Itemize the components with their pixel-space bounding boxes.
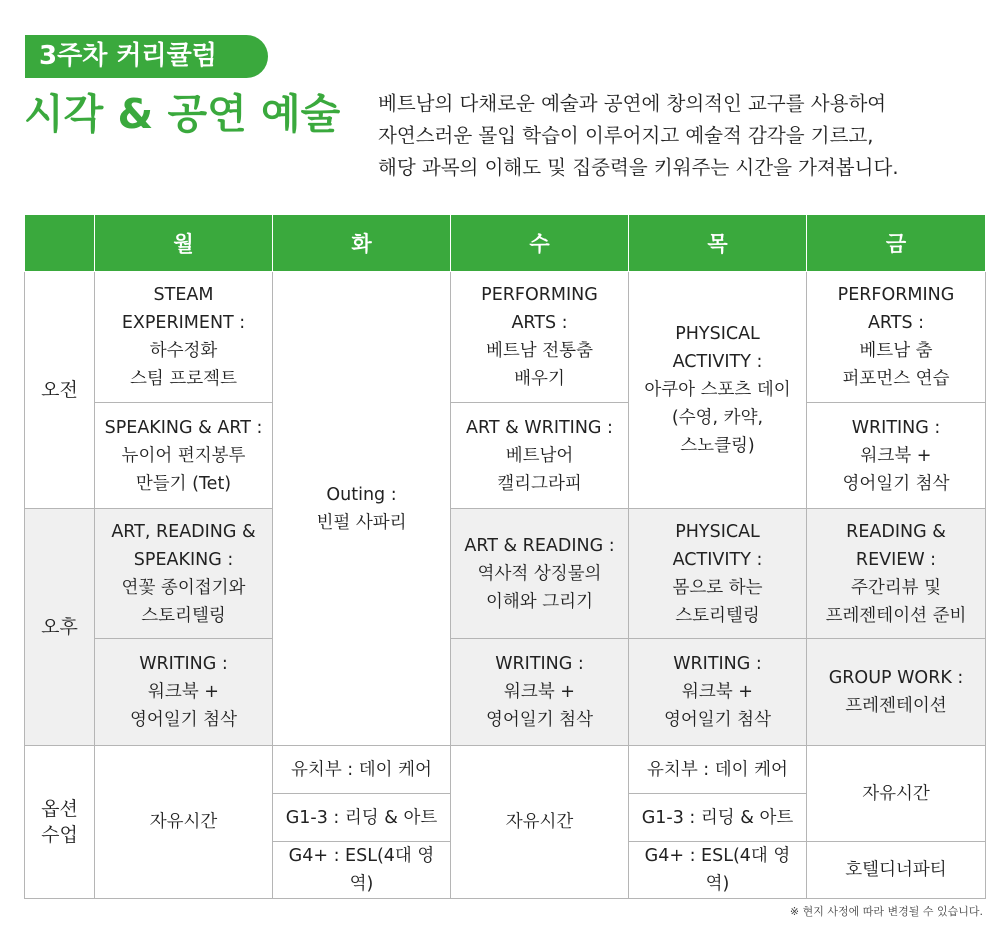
cell-line: 스노클링) xyxy=(680,436,755,456)
time-label-morning: 오전 xyxy=(25,272,95,509)
optional-cell: 호텔디너파티 xyxy=(807,842,986,899)
cell-line: 스팀 프로젝트 xyxy=(130,369,237,389)
cell-line: WRITING : xyxy=(673,654,762,674)
cell-line: SPEAKING : xyxy=(133,549,234,570)
cell-line: GROUP WORK : xyxy=(828,668,964,688)
day-header-wed: 수 xyxy=(451,215,629,272)
table-row xyxy=(25,509,986,639)
cell-line: 캘리그라피 xyxy=(497,473,582,494)
cell-line: READING & xyxy=(846,521,946,542)
cell-line: PHYSICAL xyxy=(675,521,760,542)
intro-line: 자연스러운 몰입 학습이 이루어지고 예술적 감각을 기르고, xyxy=(378,124,874,147)
header-corner xyxy=(25,215,95,272)
cell-line: 스토리텔링 xyxy=(675,605,760,626)
cell-line: 워크북 + xyxy=(504,682,575,702)
cell-line: ART & WRITING : xyxy=(466,417,613,438)
cell-line: WRITING : xyxy=(495,654,584,674)
optional-cell: 유치부 : 데이 케어 xyxy=(629,746,807,794)
schedule-cell xyxy=(451,509,629,639)
cell-line: 뉴이어 편지봉투 xyxy=(121,445,246,466)
cell-line: 아쿠아 스포츠 데이 xyxy=(644,380,791,400)
schedule-cell xyxy=(451,272,629,403)
cell-line: 프레젠테이션 xyxy=(845,696,947,716)
schedule-cell xyxy=(807,272,986,403)
table-row xyxy=(25,403,986,509)
cell-line: 스토리텔링 xyxy=(141,605,226,626)
optional-cell: G4+ : ESL(4대 영역) xyxy=(273,842,451,899)
cell-line: 베트남 전통춤 xyxy=(486,341,593,361)
cell-line: 영어일기 첨삭 xyxy=(842,473,950,494)
schedule-cell xyxy=(629,509,807,639)
cell-line: 몸으로 하는 xyxy=(672,577,763,598)
optional-cell: 유치부 : 데이 케어 xyxy=(273,746,451,794)
schedule-cell xyxy=(629,639,807,746)
cell-line: ARTS : xyxy=(511,313,568,333)
day-header-tue: 화 xyxy=(273,215,451,272)
optional-cell: G1-3 : 리딩 & 아트 xyxy=(629,794,807,842)
schedule-cell xyxy=(95,639,273,746)
cell-line: 베트남 춤 xyxy=(859,341,933,361)
cell-line: 영어일기 첨삭 xyxy=(664,710,771,730)
cell-line: 워크북 + xyxy=(860,445,932,466)
optional-cell: 자유시간 xyxy=(451,746,629,899)
day-header-fri: 금 xyxy=(807,215,986,272)
cell-line: 배우기 xyxy=(514,369,565,389)
schedule-cell xyxy=(807,403,986,509)
schedule-cell xyxy=(807,509,986,639)
optional-cell: 자유시간 xyxy=(807,746,986,842)
cell-line: 주간리뷰 및 xyxy=(850,577,942,598)
table-row xyxy=(25,272,986,403)
cell-line: REVIEW : xyxy=(855,549,937,570)
cell-line: PERFORMING xyxy=(837,285,955,305)
cell-line: Outing : xyxy=(326,484,397,505)
cell-line: 워크북 + xyxy=(148,682,219,702)
time-label-optional: 옵션 수업 xyxy=(25,746,95,899)
cell-line: ART, READING & xyxy=(111,521,256,542)
optional-cell: G4+ : ESL(4대 영역) xyxy=(629,842,807,899)
day-header-mon: 월 xyxy=(95,215,273,272)
week-badge: 3주차 커리큘럼 xyxy=(25,35,268,78)
table-row xyxy=(25,639,986,746)
schedule-cell xyxy=(95,272,273,403)
cell-line: 영어일기 첨삭 xyxy=(486,710,593,730)
optional-cell: G1-3 : 리딩 & 아트 xyxy=(273,794,451,842)
schedule-table xyxy=(24,214,986,899)
cell-line: 베트남어 xyxy=(505,445,574,466)
cell-line: 워크북 + xyxy=(682,682,753,702)
cell-line: 퍼포먼스 연습 xyxy=(842,369,950,389)
page-title: 시각 & 공연 예술 xyxy=(24,90,341,138)
intro-line: 베트남의 다채로운 예술과 공연에 창의적인 교구를 사용하여 xyxy=(378,92,887,115)
cell-line: 빈펄 사파리 xyxy=(316,512,407,533)
intro-line: 해당 과목의 이해도 및 집중력을 키워주는 시간을 가져봅니다. xyxy=(378,156,899,179)
cell-line: ARTS : xyxy=(867,313,925,333)
schedule-cell xyxy=(95,509,273,639)
cell-line: 프레젠테이션 준비 xyxy=(825,605,967,626)
table-header-row xyxy=(25,215,986,272)
schedule-cell xyxy=(451,403,629,509)
cell-line: PERFORMING xyxy=(481,285,598,305)
cell-line: ACTIVITY : xyxy=(672,549,763,570)
footnote: ※ 현지 사정에 따라 변경될 수 있습니다. xyxy=(789,905,983,918)
cell-line: SPEAKING & ART : xyxy=(104,417,263,438)
schedule-cell xyxy=(451,639,629,746)
day-header-thu: 목 xyxy=(629,215,807,272)
schedule-cell-outing xyxy=(273,272,451,746)
schedule-cell xyxy=(95,403,273,509)
cell-line: (수영, 카약, xyxy=(671,408,764,428)
cell-line: EXPERIMENT : xyxy=(121,313,246,333)
schedule-cell xyxy=(807,639,986,746)
cell-line: ART & READING : xyxy=(464,535,615,556)
cell-line: 하수정화 xyxy=(149,341,218,361)
schedule-cell xyxy=(629,272,807,509)
cell-line: 역사적 상징물의 xyxy=(477,563,602,584)
cell-line: STEAM xyxy=(153,285,214,305)
cell-line: 만들기 (Tet) xyxy=(135,473,232,494)
cell-line: 연꽃 종이접기와 xyxy=(121,577,246,598)
cell-line: ACTIVITY : xyxy=(672,352,763,372)
time-label-afternoon: 오후 xyxy=(25,509,95,746)
cell-line: PHYSICAL xyxy=(675,324,760,344)
cell-line: WRITING : xyxy=(851,417,941,438)
table-row xyxy=(25,746,986,794)
cell-line: 이해와 그리기 xyxy=(486,591,593,612)
cell-line: WRITING : xyxy=(139,654,228,674)
optional-cell: 자유시간 xyxy=(95,746,273,899)
cell-line: 영어일기 첨삭 xyxy=(130,710,237,730)
intro-text xyxy=(378,88,998,184)
